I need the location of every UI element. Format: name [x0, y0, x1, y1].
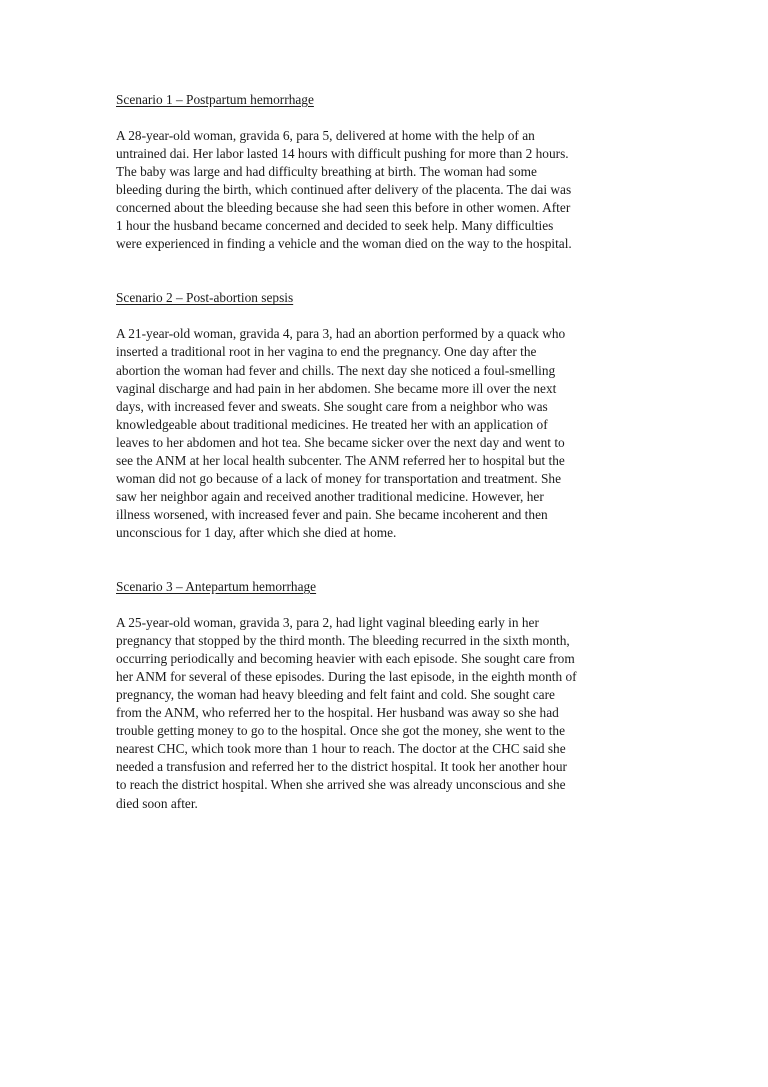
- scenario-3-heading: Scenario 3 – Antepartum hemorrhage: [116, 578, 317, 594]
- scenario-2-line: inserted a traditional root in her vagina to end the pregnancy. One day after the: [116, 344, 537, 360]
- scenario-2-heading: Scenario 2 – Post-abortion sepsis: [116, 290, 294, 306]
- scenario-3-line: pregnancy, the woman had heavy bleeding and felt faint and cold. She sought care: [116, 687, 555, 703]
- scenario-3-body: [116, 614, 656, 813]
- scenario-3-line: nearest CHC, which took more than 1 hour to reach. The doctor at the CHC said she: [116, 741, 566, 757]
- scenario-3-line: from the ANM, who referred her to the hospital. Her husband was away so she had: [116, 705, 559, 721]
- scenario-1-line: bleeding during the birth, which continued after delivery of the placenta. The dai was: [116, 182, 572, 198]
- scenario-2: [116, 289, 656, 542]
- scenario-3-line: died soon after.: [116, 795, 198, 811]
- scenario-1-heading: Scenario 1 – Postpartum hemorrhage: [116, 92, 314, 107]
- scenario-1-line: A 28-year-old woman, gravida 6, para 5, delivered at home with the help of an: [116, 128, 535, 144]
- scenario-2-line: see the ANM at her local health subcenter. The ANM referred her to hospital but the: [116, 452, 565, 468]
- scenario-2-line: A 21-year-old woman, gravida 4, para 3, had an abortion performed by a quack who: [116, 326, 566, 342]
- scenario-3-line: needed a transfusion and referred her to the district hospital. It took her another hour: [116, 759, 567, 775]
- document-content: [116, 91, 656, 813]
- scenario-1-line: concerned about the bleeding because she had seen this before in other women. After: [116, 200, 571, 216]
- scenario-3-line: occurring periodically and becoming heavier with each episode. She sought care from: [116, 651, 575, 667]
- scenario-3-line: to reach the district hospital. When she arrived she was already unconscious and she: [116, 777, 566, 793]
- scenario-2-line: abortion the woman had fever and chills. The next day she noticed a foul-smelling: [116, 362, 556, 378]
- scenario-3-line: her ANM for several of these episodes. During the last episode, in the eighth month of: [116, 669, 577, 685]
- scenario-1-line: untrained dai. Her labor lasted 14 hours with difficult pushing for more than 2 hours.: [116, 146, 569, 162]
- scenario-1-line: The baby was large and had difficulty breathing at birth. The woman had some: [116, 164, 537, 180]
- scenario-2-line: days, with increased fever and sweats. She sought care from a neighbor who was: [116, 398, 548, 414]
- scenario-2-body: [116, 325, 656, 542]
- scenario-3-line: trouble getting money to go to the hospital. Once she got the money, she went to the: [116, 723, 566, 739]
- scenario-2-line: saw her neighbor again and received another traditional medicine. However, her: [116, 488, 544, 504]
- scenario-1: [116, 91, 656, 253]
- scenario-2-line: unconscious for 1 day, after which she died at home.: [116, 524, 397, 540]
- scenario-2-line: knowledgeable about traditional medicines. He treated her with an application of: [116, 416, 548, 432]
- scenario-2-line: woman did not go because of a lack of money for transportation and treatment. She: [116, 470, 562, 486]
- scenario-3-line: A 25-year-old woman, gravida 3, para 2, had light vaginal bleeding early in her: [116, 615, 539, 631]
- scenario-1-body: [116, 127, 656, 253]
- scenario-1-line: 1 hour the husband became concerned and decided to seek help. Many difficulties: [116, 218, 554, 234]
- scenario-3-line: pregnancy that stopped by the third month. The bleeding recurred in the sixth month,: [116, 633, 570, 649]
- scenario-2-line: illness worsened, with increased fever and pain. She became incoherent and then: [116, 506, 548, 522]
- scenario-3: [116, 578, 656, 813]
- scenario-2-line: vaginal discharge and had pain in her abdomen. She became more ill over the next: [116, 380, 557, 396]
- scenario-2-line: leaves to her abdomen and hot tea. She became sicker over the next day and went to: [116, 434, 565, 450]
- scenario-1-line: were experienced in finding a vehicle and the woman died on the way to the hospital.: [116, 236, 572, 252]
